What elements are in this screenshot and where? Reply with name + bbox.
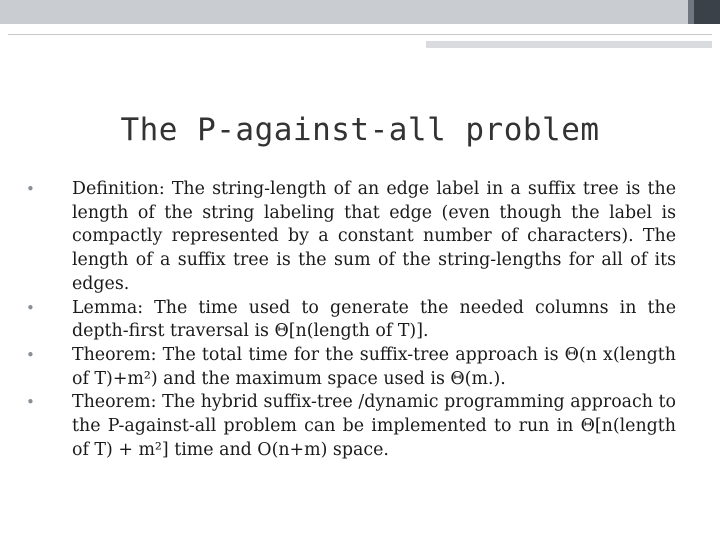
bullet-marker: • bbox=[26, 180, 35, 198]
bullet-text: Definition: The string-length of an edge label in a suffix tree is the length of the string labeling that edge (even though the label is compactly represented by a constant number of characters). The length of a suffix tree is the sum of the string-lengths for all of its edges. bbox=[72, 179, 676, 294]
header-band bbox=[0, 0, 720, 26]
header-rule bbox=[8, 34, 712, 35]
bullet-list bbox=[26, 178, 676, 462]
bullet-marker: • bbox=[26, 298, 35, 317]
slide-title: The P-against-all problem bbox=[120, 112, 600, 148]
bullet-item bbox=[26, 391, 676, 462]
bullet-text: Lemma: The time used to generate the needed columns in the depth-first traversal is Θ[n(length of T)]. bbox=[72, 297, 676, 342]
header-accent-bar bbox=[426, 41, 712, 48]
bullet-text: Theorem: The hybrid suffix-tree /dynamic programming approach to the P-against-all problem can be implemented to run in Θ[n(length of T) + m²] time and O(n+m) space. bbox=[72, 392, 676, 460]
bullet-marker: • bbox=[26, 393, 35, 412]
header-band-dark bbox=[694, 0, 720, 24]
bullet-item bbox=[26, 344, 676, 391]
header-band-light bbox=[0, 0, 690, 24]
bullet-item bbox=[26, 178, 676, 297]
bullet-item bbox=[26, 297, 676, 344]
bullet-marker: • bbox=[26, 345, 35, 364]
bullet-text: Theorem: The total time for the suffix-tree approach is Θ(n x(length of T)+m²) and the maximum space used is Θ(m.). bbox=[72, 344, 676, 389]
